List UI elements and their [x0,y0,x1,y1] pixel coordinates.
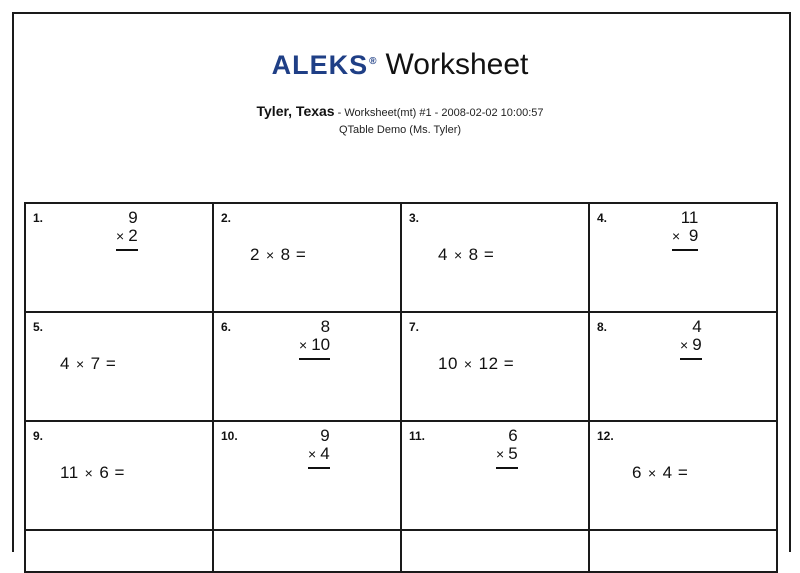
problem-number: 3. [409,211,420,225]
title-row [0,48,800,82]
multiply-sign: × [265,247,275,263]
equals-sign: = [677,463,689,482]
vertical-problem [116,209,138,251]
top-operand: 8 [320,317,331,336]
page-title: Worksheet [385,48,529,81]
problem-cell [401,203,589,312]
inline-problem [438,354,514,374]
bottom-operand: 9 [688,226,699,245]
problem-number: 2. [221,211,232,225]
problem-cell [589,203,777,312]
bottom-operand: 4 [320,444,330,463]
top-operand: 9 [320,426,330,445]
vertical-problem [308,427,330,469]
location-label: Tyler, Texas [256,103,335,119]
problem-cell [25,203,213,312]
operand: 7 [90,354,101,373]
operand: 6 [99,463,110,482]
equals-sign: = [483,245,495,264]
worksheet-meta: - Worksheet(mt) #1 - 2008-02-02 10:00:57 [334,107,544,119]
problem-row [25,312,777,421]
problem-cell [213,530,401,572]
problem-cell [25,421,213,530]
problem-row [25,203,777,312]
multiply-sign: × [463,356,473,372]
bottom-operand: 9 [692,335,702,354]
operand: 6 [632,463,642,482]
bottom-row [680,336,702,360]
aleks-logo-text: ALEKS [271,50,369,80]
multiply-sign: × [75,356,85,372]
operand: 4 [438,245,448,264]
multiply-sign: × [453,247,463,263]
vertical-problem [680,318,702,360]
multiply-sign: × [308,446,317,462]
problem-cell [213,203,401,312]
operand: 10 [438,354,458,373]
bottom-operand: 5 [508,444,518,463]
problem-cell [25,312,213,421]
problem-number: 5. [33,320,44,334]
equals-sign: = [503,354,515,373]
top-operand: 9 [128,208,138,227]
vertical-problem [299,318,330,360]
operand: 8 [468,245,479,264]
top-operand: 4 [692,317,702,336]
problem-cell [589,421,777,530]
problem-cell [213,312,401,421]
problem-grid [24,202,778,573]
problem-number: 11. [409,429,426,443]
multiply-sign: × [647,465,657,481]
bottom-row [308,445,330,469]
problem-number: 10. [221,429,238,443]
equals-sign: = [114,463,125,482]
inline-problem [250,245,306,265]
vertical-problem [496,427,518,469]
problem-number: 8. [597,320,608,334]
bottom-row [299,336,330,360]
worksheet-info [0,103,800,119]
equals-sign: = [105,354,117,373]
problem-number: 1. [33,211,44,225]
aleks-logo [272,50,378,81]
operand: 8 [280,245,291,264]
operand: 4 [60,354,70,373]
operand: 11 [60,463,79,482]
problem-row [25,421,777,530]
equals-sign: = [295,245,307,264]
bottom-row [672,227,698,251]
multiply-sign: × [672,228,681,244]
operand: 4 [662,463,673,482]
problem-cell [589,530,777,572]
multiply-sign: × [116,228,125,244]
problem-number: 7. [409,320,420,334]
bottom-operand: 10 [311,335,331,354]
problem-number: 4. [597,211,608,225]
inline-problem [60,463,125,483]
operand: 12 [478,354,499,373]
problem-number: 6. [221,320,232,334]
problem-cell [589,312,777,421]
top-operand: 11 [680,208,699,227]
problem-row-partial [25,530,777,572]
problem-number: 9. [33,429,44,443]
multiply-sign: × [84,465,94,481]
inline-problem [60,354,116,374]
problem-cell [401,421,589,530]
multiply-sign: × [680,337,689,353]
problem-cell [25,530,213,572]
registered-mark: ® [369,56,378,67]
problem-cell [213,421,401,530]
operand: 2 [250,245,260,264]
top-operand: 6 [508,426,518,445]
inline-problem [632,463,688,483]
problem-cell [401,530,589,572]
bottom-row [116,227,138,251]
vertical-problem [672,209,698,251]
class-name: QTable Demo (Ms. Tyler) [338,124,462,136]
multiply-sign: × [299,337,308,353]
bottom-row [496,445,518,469]
bottom-operand: 2 [128,226,138,245]
multiply-sign: × [496,446,505,462]
problem-number: 12. [597,429,614,443]
inline-problem [438,245,494,265]
problem-cell [401,312,589,421]
